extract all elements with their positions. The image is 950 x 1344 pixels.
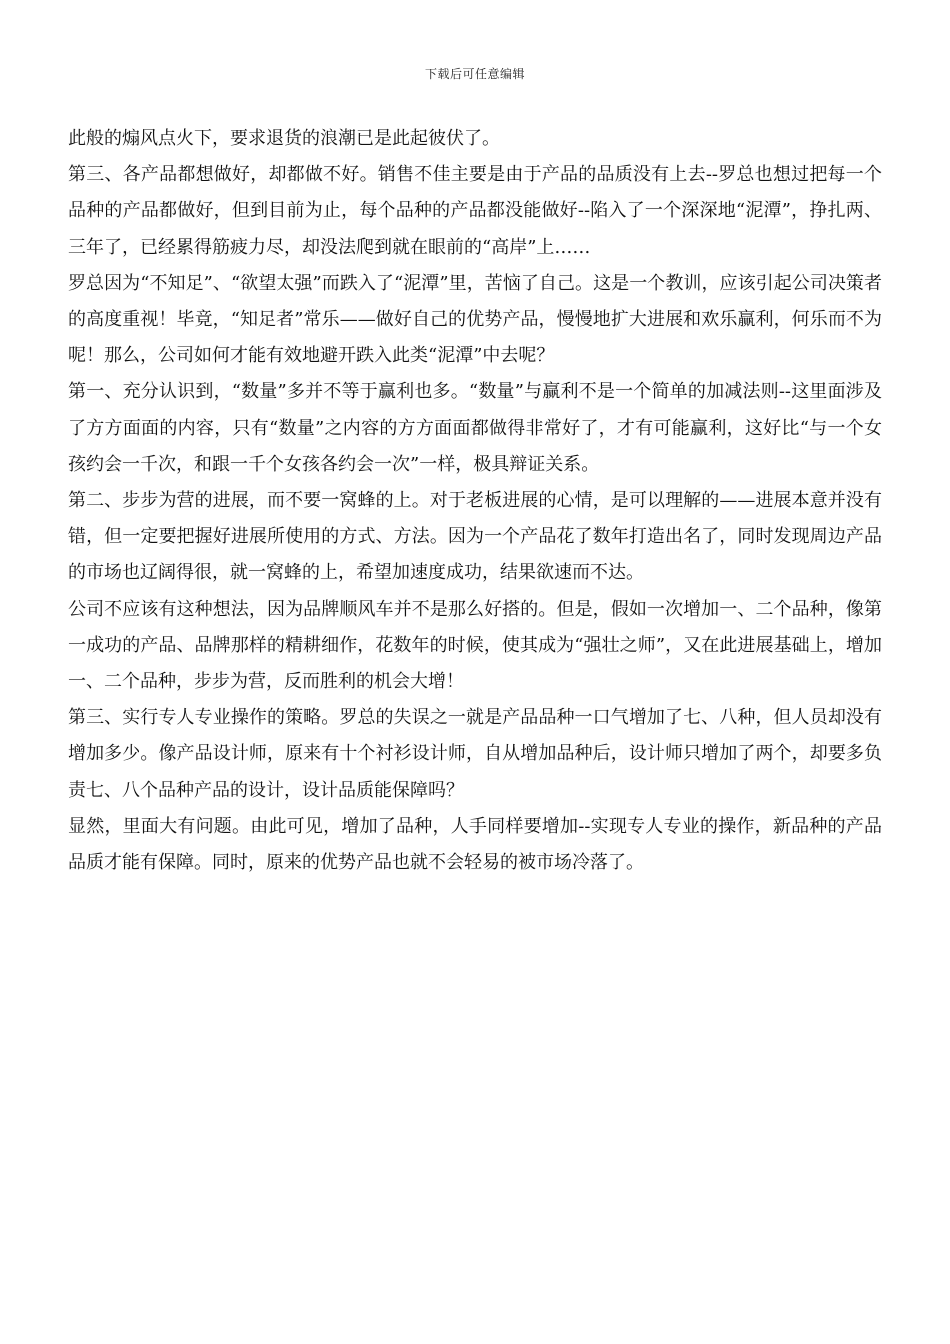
paragraph: 公司不应该有这种想法，因为品牌顺风车并不是那么好搭的。但是，假如一次增加一、二个品种，像第一成功的产品、品牌那样的精耕细作，花数年的时候，使其成为“强壮之师”，又在此进展基础上，增加一、二个品种，步步为营，反而胜利的机会大增！ [68,598,882,693]
paragraph: 此般的煽风点火下，要求退货的浪潮已是此起彼伏了。 [68,128,500,149]
paragraph: 第二、步步为营的进展，而不要一窝蜂的上。对于老板进展的心情，是可以理解的——进展本意并没有错，但一定要把握好进展所使用的方式、方法。因为一个产品花了数年打造出名了，同时发现周边产品的市场也辽阔得很，就一窝蜂的上，希望加速度成功，结果欲速而不达。 [68,490,882,584]
document-body [68,121,882,881]
paragraph: 罗总因为“不知足”、“欲望太强”而跌入了“泥潭”里，苦恼了自己。这是一个教训，应该引起公司决策者的高度重视！毕竟，“知足者”常乐——做好自己的优势产品，慢慢地扩大进展和欢乐赢利，何乐而不为呢！那么，公司如何才能有效地避开跌入此类“泥潭”中去呢？ [68,272,882,367]
paragraph: 第一、充分认识到，“数量”多并不等于赢利也多。“数量”与赢利不是一个简单的加减法则--这里面涉及了方方面面的内容，只有“数量”之内容的方方面面都做得非常好了，才有可能赢利，这好比“与一个女孩约会一千次，和跟一千个女孩各约会一次”一样，极具辩证关系。 [68,381,882,475]
paragraph: 第三、各产品都想做好，却都做不好。销售不佳主要是由于产品的品质没有上去--罗总也想过把每一个品种的产品都做好，但到目前为止，每个品种的产品都没能做好--陷入了一个深深地“泥潭”，挣扎两、三年了，已经累得筋疲力尽，却没法爬到就在眼前的“高岸”上…… [68,164,882,258]
paragraph: 第三、实行专人专业操作的策略。罗总的失误之一就是产品品种一口气增加了七、八种，但人员却没有增加多少。像产品设计师，原来有十个衬衫设计师，自从增加品种后，设计师只增加了两个，却要多负责七、八个品种产品的设计，设计品质能保障吗？ [68,707,882,801]
paragraph: 显然，里面大有问题。由此可见，增加了品种，人手同样要增加--实现专人专业的操作，新品种的产品品质才能有保障。同时，原来的优势产品也就不会轻易的被市场冷落了。 [68,815,882,874]
page-header: 下载后可任意编辑 [424,67,525,81]
